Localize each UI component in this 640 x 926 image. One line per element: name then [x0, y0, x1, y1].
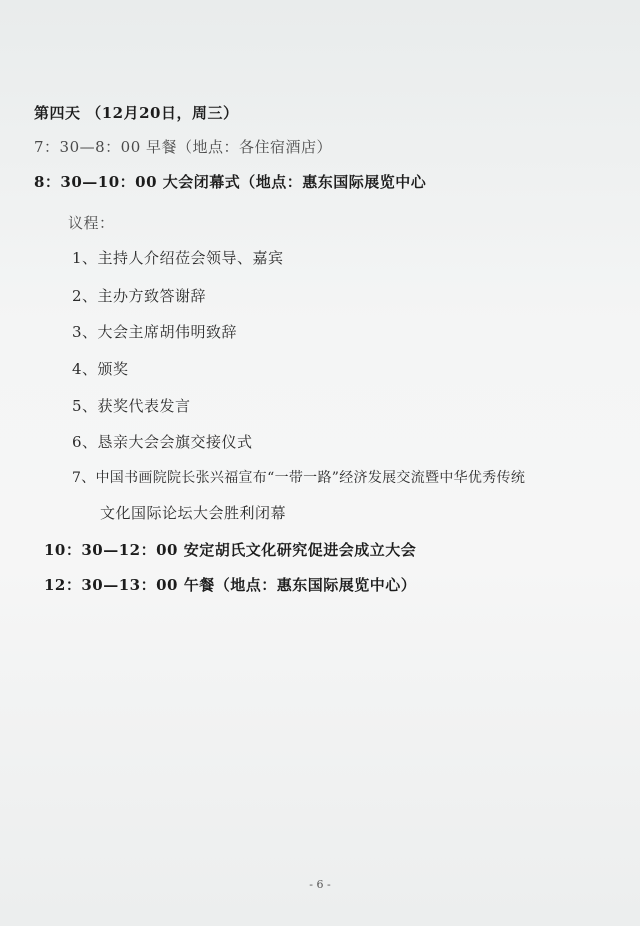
agenda-item: 5、获奖代表发言	[72, 397, 191, 415]
breakfast-entry: 7：30—8：00 早餐（地点：各住宿酒店）	[34, 138, 333, 156]
day-header: 第四天 （12月20日，周三）	[34, 104, 239, 122]
agenda-item: 4、颁奖	[72, 360, 129, 378]
agenda-item-continuation: 文化国际论坛大会胜利闭幕	[100, 504, 287, 522]
agenda-item: 3、大会主席胡伟明致辞	[72, 323, 238, 341]
closing-ceremony-entry: 8：30—10：00 大会闭幕式（地点：惠东国际展览中心	[34, 173, 427, 191]
founding-meeting-entry: 10：30—12：00 安定胡氏文化研究促进会成立大会	[44, 541, 417, 559]
agenda-item: 7、中国书画院院长张兴福宣布“一带一路”经济发展交流暨中华优秀传统	[72, 470, 526, 486]
agenda-label: 议程：	[68, 214, 115, 232]
agenda-item: 2、主办方致答谢辞	[72, 287, 207, 305]
agenda-item: 6、恳亲大会会旗交接仪式	[72, 433, 253, 451]
page-number: - 6 -	[309, 878, 331, 891]
lunch-entry: 12：30—13：00 午餐（地点：惠东国际展览中心）	[44, 576, 417, 594]
agenda-item: 1、主持人介绍莅会领导、嘉宾	[72, 249, 284, 267]
